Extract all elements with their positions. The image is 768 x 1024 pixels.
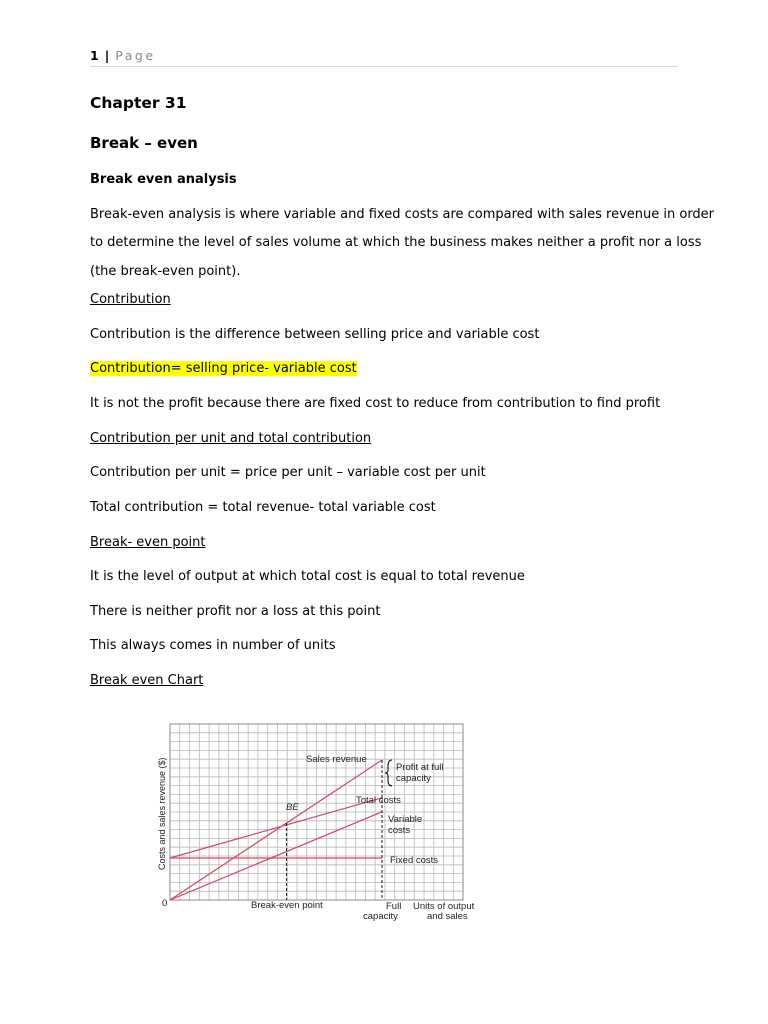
x-axis-label-2: and sales	[427, 911, 468, 922]
profit-label-2: capacity	[396, 773, 431, 784]
y-axis-label: Costs and sales revenue ($)	[157, 757, 167, 870]
sales-revenue-label: Sales revenue	[306, 754, 367, 765]
series-line	[170, 798, 382, 858]
profit-brace	[385, 760, 392, 786]
page-word: Page	[115, 48, 156, 63]
contribution-formula	[90, 361, 357, 376]
bep-heading: Break- even point	[90, 535, 206, 550]
contribution-note: It is not the profit because there are fixed cost to reduce from contribution to find profit	[90, 396, 661, 411]
origin-label: 0	[162, 898, 168, 909]
break-even-chart	[150, 712, 500, 927]
intro-line-3: (the break-even point).	[90, 264, 241, 279]
total-costs-label: Total costs	[356, 795, 401, 806]
chart-grid	[170, 724, 463, 900]
bep-line-2: There is neither profit nor a loss at this point	[90, 604, 381, 619]
intro-line-1: Break-even analysis is where variable and fixed costs are compared with sales revenue in order	[90, 207, 715, 222]
header-rule	[90, 66, 678, 67]
profit-label-1: Profit at full	[396, 762, 444, 773]
per-unit-line-2: Total contribution = total revenue- total variable cost	[90, 500, 436, 515]
contribution-heading: Contribution	[90, 292, 171, 307]
page-number: 1	[90, 48, 99, 63]
x-tick-capacity: capacity	[363, 911, 398, 922]
bep-line-1: It is the level of output at which total cost is equal to total revenue	[90, 569, 525, 584]
per-unit-line-1: Contribution per unit = price per unit – variable cost per unit	[90, 465, 486, 480]
variable-costs-label-1: Variable	[388, 814, 423, 825]
section-title: Break – even	[90, 134, 198, 152]
subsection-title: Break even analysis	[90, 172, 237, 187]
page-header	[90, 48, 156, 63]
page-separator: |	[104, 48, 110, 63]
x-tick-full: Full	[386, 901, 402, 912]
chapter-title: Chapter 31	[90, 94, 187, 112]
fixed-costs-label: Fixed costs	[390, 855, 439, 866]
intro-line-2: to determine the level of sales volume at which the business makes neither a profit nor a loss	[90, 235, 702, 250]
variable-costs-label-2: costs	[388, 825, 411, 836]
formula-highlight: Contribution= selling price- variable cost	[90, 361, 357, 376]
contribution-definition: Contribution is the difference between selling price and variable cost	[90, 327, 540, 342]
break-even-point-label: BE	[286, 802, 299, 813]
x-axis-label-1: Units of output	[413, 901, 475, 912]
x-tick-break-even: Break-even point	[251, 900, 323, 911]
bep-line-3: This always comes in number of units	[90, 638, 336, 653]
chart-heading: Break even Chart	[90, 673, 204, 688]
per-unit-heading: Contribution per unit and total contribution	[90, 431, 372, 446]
